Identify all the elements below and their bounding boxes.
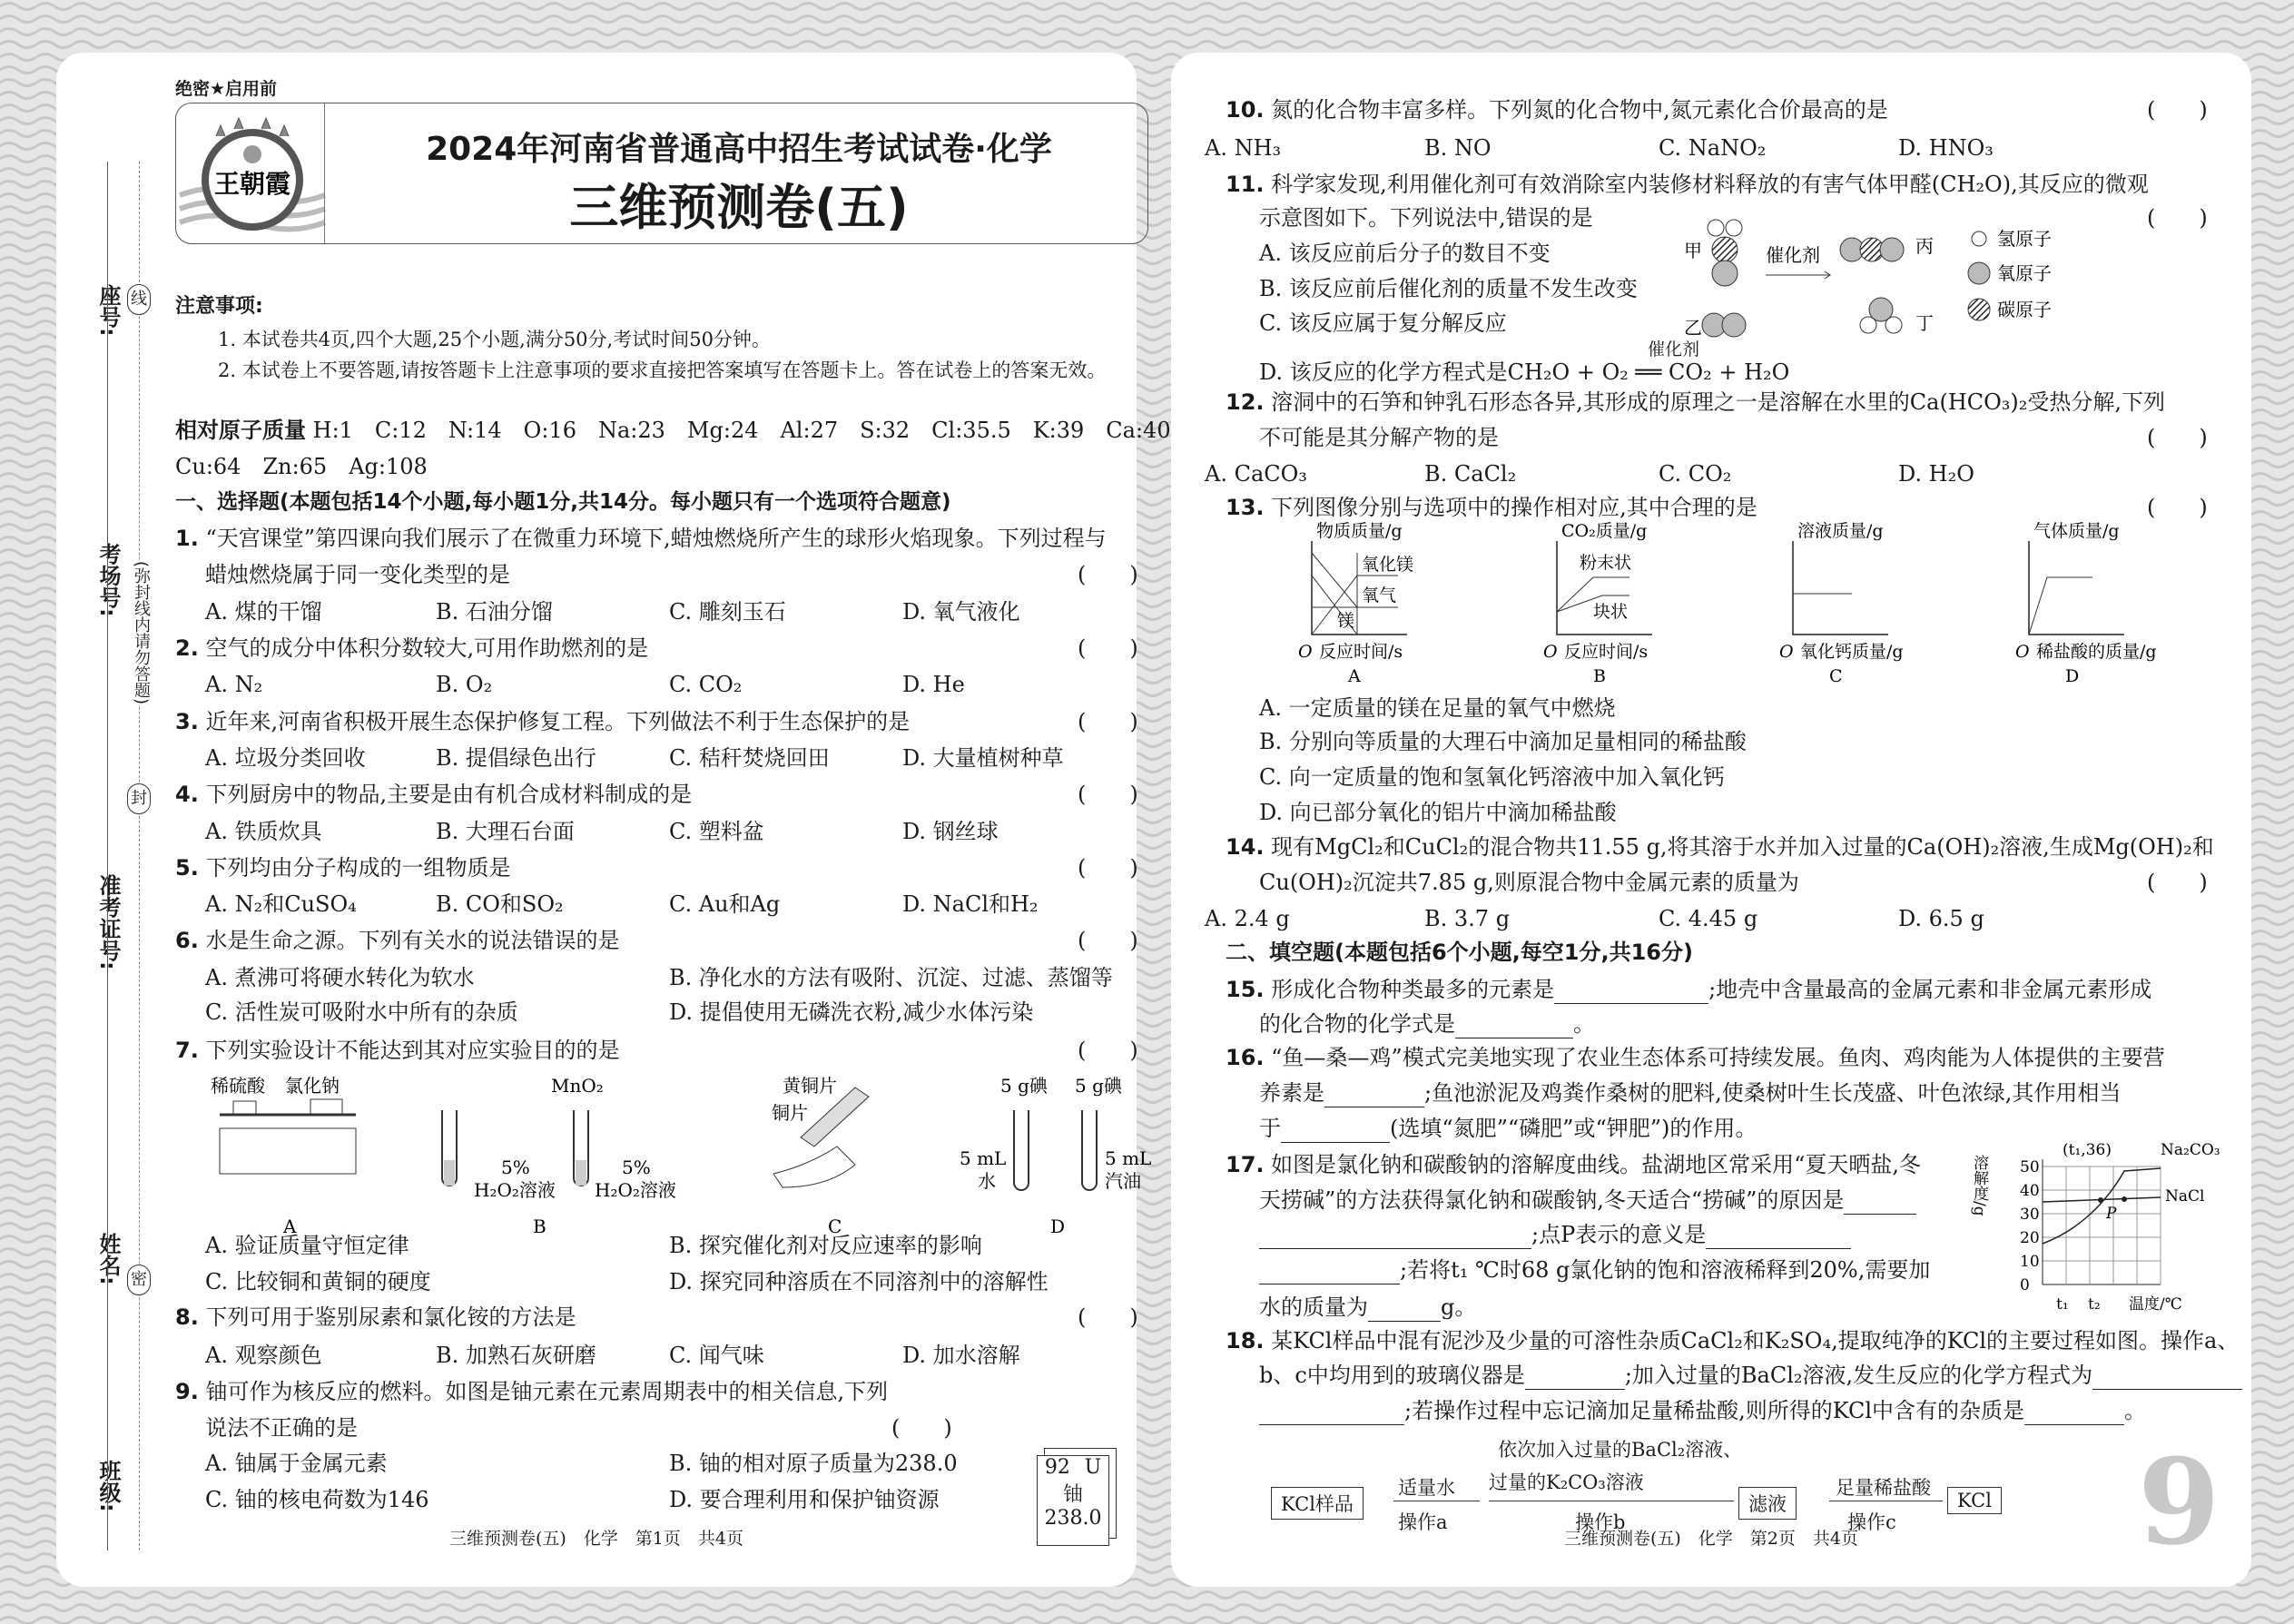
svg-text:氢原子: 氢原子	[1997, 228, 2052, 250]
answer-option: D. 探究同种溶质在不同溶剂中的溶解性	[669, 1269, 1049, 1294]
svg-text:D: D	[1050, 1216, 1066, 1237]
question-stem: 。	[1573, 1011, 1595, 1037]
answer-parentheses[interactable]: ( )	[1078, 1304, 1138, 1330]
fill-line	[107, 162, 108, 1550]
svg-text:C: C	[828, 1216, 842, 1237]
question-number: 4.	[175, 782, 199, 807]
question-number: 15.	[1226, 977, 1265, 1002]
svg-text:t₂: t₂	[2088, 1295, 2101, 1314]
question-number: 16.	[1226, 1045, 1265, 1070]
answer-option: A. 该反应前后分子的数目不变	[1259, 241, 1551, 266]
svg-text:P: P	[2106, 1205, 2117, 1223]
svg-text:催化剂: 催化剂	[1766, 244, 1820, 266]
answer-option: D. 提倡使用无磷洗衣粉,减少水体污染	[669, 999, 1034, 1025]
answer-blank[interactable]	[2024, 1400, 2124, 1425]
graph-d	[2015, 521, 2157, 686]
question-stem: 养素是	[1259, 1080, 1324, 1106]
question-stem: 某KCl样品中混有泥沙及少量的可溶性杂质CaCl₂和K₂SO₄,提取纯净的KCl的主要过程如图。操作a、	[1271, 1328, 2240, 1353]
svg-text:t₁: t₁	[2056, 1295, 2069, 1314]
y-tick: 50	[2020, 1158, 2040, 1176]
svg-text:5%: 5%	[501, 1156, 530, 1178]
y-tick: 30	[2020, 1206, 2040, 1224]
svg-text:5 g碘: 5 g碘	[1000, 1075, 1048, 1097]
answer-blank[interactable]	[1368, 1296, 1441, 1322]
room-label: 考场号:	[95, 543, 121, 617]
svg-text:CO₂质量/g: CO₂质量/g	[1561, 521, 1648, 541]
answer-option: A. N₂和CuSO₄	[205, 891, 357, 917]
answer-parentheses[interactable]: ( )	[1078, 782, 1138, 807]
question-stem: 水是生命之源。下列有关水的说法错误的是	[205, 928, 620, 953]
answer-blank[interactable]	[2092, 1364, 2242, 1390]
question-number: 13.	[1226, 495, 1265, 520]
note-1: 1. 本试卷共4页,四个大题,25个小题,满分50分,考试时间50分钟。	[218, 329, 771, 350]
answer-option: B. O₂	[436, 672, 493, 697]
answer-parentheses[interactable]: ( )	[2147, 495, 2208, 520]
svg-text:反应时间/s: 反应时间/s	[1564, 642, 1649, 662]
svg-text:丙: 丙	[1915, 235, 1934, 257]
answer-option: B. CO和SO₂	[436, 891, 564, 917]
svg-text:D: D	[2065, 666, 2080, 686]
svg-text:粉末状: 粉末状	[1580, 553, 1632, 573]
answer-option: D. 加水溶解	[902, 1343, 1020, 1368]
question-stem: Cu(OH)₂沉淀共7.85 g,则原混合物中金属元素的质量为	[1259, 870, 1799, 895]
question-stem: 下列图像分别与选项中的操作相对应,其中合理的是	[1271, 495, 1757, 520]
answer-option: B. 探究催化剂对反应速率的影响	[669, 1233, 982, 1258]
question-stem: g。	[1441, 1294, 1477, 1320]
question-number: 10.	[1226, 97, 1265, 123]
answer-parentheses[interactable]: ( )	[2147, 97, 2208, 123]
answer-parentheses[interactable]: ( )	[891, 1415, 952, 1441]
answer-option: B. CaCl₂	[1424, 461, 1517, 487]
answer-option: C. NaNO₂	[1659, 135, 1767, 161]
svg-text:氯化钠: 氯化钠	[285, 1075, 340, 1097]
question-stem: 说法不正确的是	[205, 1415, 358, 1441]
question-stem: 氮的化合物丰富多样。下列氮的化合物中,氮元素化合价最高的是	[1271, 97, 1888, 123]
y-tick: 20	[2020, 1229, 2040, 1247]
answer-parentheses[interactable]: ( )	[1078, 855, 1138, 881]
answer-blank[interactable]	[1259, 1400, 1404, 1425]
secret-mark: 密	[127, 1265, 151, 1295]
page-2-footer: 三维预测卷(五) 化学 第2页 共4页	[1563, 1529, 1858, 1549]
svg-text:甲: 甲	[1684, 240, 1702, 261]
svg-text:O: O	[2015, 642, 2030, 662]
answer-blank[interactable]	[1706, 1224, 1851, 1249]
answer-option: C. Au和Ag	[669, 891, 781, 917]
question-stem: 下列可用于鉴别尿素和氯化铵的方法是	[205, 1304, 576, 1330]
svg-text:温度/℃: 温度/℃	[2129, 1295, 2182, 1314]
answer-option: A. 验证质量守恒定律	[205, 1233, 409, 1258]
uranium-element-card: 92 U 铀 238.0	[1037, 1455, 1109, 1546]
question-stem: 如图是氯化钠和碳酸钠的溶解度曲线。盐湖地区常采用“夏天晒盐,冬	[1271, 1152, 1922, 1177]
answer-option: D. NaCl和H₂	[902, 891, 1039, 917]
exam-page-2	[1171, 53, 2251, 1587]
answer-option: D. HNO₃	[1898, 135, 1994, 161]
answer-option: D. 钢丝球	[902, 819, 999, 844]
answer-option: B. 大理石台面	[436, 819, 575, 844]
question-stem: ;鱼池淤泥及鸡粪作桑树的肥料,使桑树叶生长茂盛、叶色浓绿,其作用相当	[1424, 1080, 2122, 1106]
answer-option: D. H₂O	[1898, 461, 1974, 487]
answer-option: C. 比较铜和黄铜的硬度	[205, 1269, 431, 1294]
svg-text:丁: 丁	[1915, 312, 1934, 334]
q18-flowchart: KCl样品 适量水 操作a 依次加入过量的BaCl₂溶液、 过量的K₂CO₃溶液 操作b 滤液 足量稀盐酸 操作c KCl	[1226, 1428, 2133, 1537]
exam-page-1	[56, 53, 1171, 1587]
svg-text:O: O	[1298, 642, 1313, 662]
answer-option: D. 要合理利用和保护铀资源	[669, 1487, 940, 1512]
svg-text:O: O	[1779, 642, 1794, 662]
answer-option: C. 4.45 g	[1659, 906, 1758, 931]
q13-graphs	[1244, 521, 2206, 686]
answer-option: B. 石油分馏	[436, 599, 553, 625]
question-stem: 于	[1259, 1116, 1281, 1141]
answer-parentheses[interactable]: ( )	[1078, 635, 1138, 661]
graph-c	[1779, 521, 1904, 686]
answer-blank[interactable]	[1259, 1259, 1400, 1284]
svg-text:C: C	[1829, 666, 1843, 686]
question-number: 11.	[1226, 172, 1265, 197]
svg-text:H₂O₂溶液: H₂O₂溶液	[595, 1179, 676, 1201]
answer-option: A. 一定质量的镁在足量的氧气中燃烧	[1259, 695, 1616, 721]
answer-option: B. NO	[1424, 135, 1492, 161]
answer-option: A. 煮沸可将硬水转化为软水	[205, 965, 475, 990]
atomic-masses: H:1 C:12 N:14 O:16 Na:23 Mg:24 Al:27 S:32 Cl:35.5 K:39 Ca:40	[312, 418, 1171, 443]
answer-blank[interactable]	[1455, 1013, 1573, 1038]
q11-reaction-diagram	[1679, 212, 2133, 348]
secret-label: 绝密★启用前	[175, 79, 278, 99]
svg-text:稀硫酸: 稀硫酸	[211, 1075, 265, 1097]
question-stem: 铀可作为核反应的燃料。如图是铀元素在元素周期表中的相关信息,下列	[205, 1379, 889, 1404]
question-stem: 下列实验设计不能达到其对应实验目的的是	[205, 1038, 620, 1063]
question-stem: ;点P表示的意义是	[1531, 1222, 1707, 1247]
question-stem: (选填“氮肥”“磷肥”或“钾肥”)的作用。	[1390, 1116, 1757, 1141]
svg-text:5 mL: 5 mL	[960, 1147, 1007, 1169]
svg-text:氧化钙质量/g: 氧化钙质量/g	[1800, 642, 1904, 662]
answer-parentheses[interactable]: ( )	[2147, 870, 2208, 895]
question-stem: 。	[2124, 1398, 2147, 1423]
answer-blank[interactable]	[1324, 1082, 1424, 1107]
seal-notice: (弥封线内请勿答题)	[129, 561, 153, 704]
q17-solubility-chart	[1970, 1135, 2242, 1316]
answer-option: C. 该反应属于复分解反应	[1259, 310, 1507, 336]
svg-text:氧原子: 氧原子	[1997, 262, 2052, 284]
seal-line	[139, 162, 140, 1550]
section-2-heading: 二、填空题(本题包括6个小题,每空1分,共16分)	[1226, 940, 1693, 965]
answer-option: A. 观察颜色	[205, 1343, 322, 1368]
answer-parentheses[interactable]: ( )	[2147, 425, 2208, 450]
name-label: 姓名:	[95, 1233, 121, 1285]
question-number: 7.	[175, 1038, 199, 1063]
seat-label: 座号:	[95, 284, 121, 337]
answer-parentheses[interactable]: ( )	[1078, 928, 1138, 953]
answer-option: D. 6.5 g	[1898, 906, 1984, 931]
question-stem: 水的质量为	[1259, 1294, 1368, 1320]
question-stem: 不可能是其分解产物的是	[1259, 425, 1499, 450]
section-1-heading: 一、选择题(本题包括14个小题,每小题1分,共14分。每小题只有一个选项符合题意)	[175, 490, 951, 514]
question-stem: 示意图如下。下列说法中,错误的是	[1259, 205, 1593, 231]
y-tick: 10	[2020, 1253, 2040, 1271]
question-number: 12.	[1226, 389, 1265, 415]
flow-node-filtrate: 滤液	[1738, 1487, 1797, 1520]
answer-option: A. NH₃	[1205, 135, 1282, 161]
answer-option: C. CO₂	[1659, 461, 1732, 487]
publisher-logo	[180, 109, 325, 236]
flow-node-kcl: KCl	[1947, 1487, 2002, 1514]
svg-text:反应时间/s: 反应时间/s	[1319, 642, 1403, 662]
svg-text:碳原子: 碳原子	[1997, 299, 2052, 320]
answer-option: C. CO₂	[669, 672, 743, 697]
answer-option: C. 铀的核电荷数为146	[205, 1487, 429, 1512]
answer-option: D. 氧气液化	[902, 599, 1020, 625]
answer-option: A. 铀属于金属元素	[205, 1451, 388, 1476]
question-stem: 天捞碱”的方法获得氯化钠和碳酸钠,冬天适合“捞碱”的原因是	[1259, 1187, 1845, 1213]
answer-option: C. 向一定质量的饱和氢氧化钙溶液中加入氧化钙	[1259, 764, 1725, 790]
graph-a	[1298, 521, 1413, 686]
nacl-label: NaCl	[2165, 1187, 2205, 1206]
question-stem: ;若将t₁ ℃时68 g氯化钠的饱和溶液稀释到20%,需要加	[1400, 1257, 1931, 1283]
svg-text:王朝霞: 王朝霞	[213, 169, 291, 199]
question-stem: 科学家发现,利用催化剂可有效消除室内装修材料释放的有害气体甲醛(CH₂O),其反应的微观	[1271, 172, 2149, 197]
exam-subtitle: 三维预测卷(五)	[569, 179, 909, 236]
gasoline-volume-label: 5 mL	[1105, 1147, 1152, 1169]
na2co3-curve	[2043, 1168, 2161, 1244]
svg-text:镁: 镁	[1337, 611, 1355, 631]
question-number: 8.	[175, 1304, 199, 1330]
flow-node-sample: KCl样品	[1271, 1487, 1364, 1520]
answer-option: C. 秸秆焚烧回田	[669, 745, 830, 771]
answer-option: B. 分别向等质量的大理石中滴加足量相同的稀盐酸	[1259, 729, 1747, 754]
question-number: 5.	[175, 855, 199, 881]
svg-text:氧化镁: 氧化镁	[1362, 555, 1414, 575]
question-stem: 的化合物的化学式是	[1259, 1011, 1455, 1037]
question-number: 3.	[175, 709, 199, 734]
svg-text:B: B	[1593, 666, 1606, 686]
svg-text:O: O	[1543, 642, 1558, 662]
svg-text:乙: 乙	[1684, 317, 1702, 339]
page-number-watermark: 9	[2138, 1432, 2220, 1571]
question-stem: ;若操作过程中忘记滴加足量稀盐酸,则所得的KCl中含有的杂质是	[1404, 1398, 2025, 1423]
svg-text:溶解度/g: 溶解度/g	[1970, 1155, 1988, 1216]
svg-text:A: A	[283, 1216, 297, 1237]
seal-mark: 封	[127, 783, 151, 814]
svg-text:B: B	[533, 1216, 546, 1237]
answer-option: D. 向已部分氧化的铝片中滴加稀盐酸	[1259, 800, 1617, 825]
question-stem: “天宫课堂”第四课向我们展示了在微重力环境下,蜡烛燃烧所产生的球形火焰现象。下列过程与	[205, 526, 1107, 551]
atomic-mass-label: 相对原子质量	[175, 418, 306, 443]
svg-text:块状: 块状	[1593, 602, 1629, 622]
answer-parentheses[interactable]: ( )	[1078, 562, 1138, 587]
question-stem: 下列厨房中的物品,主要是由有机合成材料制成的是	[205, 782, 693, 807]
answer-blank[interactable]	[1525, 1364, 1625, 1390]
answer-option: D. He	[902, 672, 965, 697]
answer-parentheses[interactable]: ( )	[2147, 205, 2208, 231]
answer-blank[interactable]	[1844, 1189, 1916, 1215]
question-stem: 现有MgCl₂和CuCl₂的混合物共11.55 g,将其溶于水并加入过量的Ca(OH)₂溶液,生成Mg(OH)₂和	[1271, 834, 2214, 860]
note-2: 2. 本试卷上不要答题,请按答题卡上注意事项的要求直接把答案填写在答题卡上。答在试卷上的答案无效。	[218, 359, 1107, 381]
answer-option: C. 塑料盆	[669, 819, 764, 844]
svg-text:汽油: 汽油	[1105, 1170, 1141, 1192]
answer-option: A. 煤的干馏	[205, 599, 322, 625]
answer-option: D. 大量植树种草	[902, 745, 1064, 771]
question-stem: 下列均由分子构成的一组物质是	[205, 855, 511, 881]
answer-option: B. 加熟石灰研磨	[436, 1343, 596, 1368]
question-stem: 空气的成分中体积分数较大,可用作助燃剂的是	[205, 635, 649, 661]
svg-text:铜片: 铜片	[772, 1102, 808, 1124]
y-tick: 0	[2020, 1276, 2030, 1294]
point-label: (t₁,36)	[2063, 1141, 2112, 1159]
question-number: 17.	[1226, 1152, 1265, 1177]
notes-title: 注意事项:	[175, 295, 263, 318]
q7-apparatus-figure	[202, 1074, 1182, 1242]
question-stem: b、c中均用到的玻璃仪器是	[1259, 1363, 1525, 1388]
question-number: 2.	[175, 635, 199, 661]
y-tick: 40	[2020, 1182, 2040, 1200]
answer-option: C. 闻气味	[669, 1343, 764, 1368]
question-number: 18.	[1226, 1328, 1265, 1353]
answer-option: C. 雕刻玉石	[669, 599, 786, 625]
equation-catalyst: 催化剂	[1648, 340, 1700, 359]
answer-option: D. 该反应的化学方程式是CH₂O + O₂ ══ CO₂ + H₂O	[1259, 359, 1790, 385]
svg-text:稀盐酸的质量/g: 稀盐酸的质量/g	[2036, 642, 2157, 662]
svg-text:水: 水	[978, 1170, 996, 1192]
svg-text:黄铜片: 黄铜片	[783, 1075, 837, 1097]
svg-text:物质质量/g: 物质质量/g	[1316, 521, 1403, 541]
answer-option: B. 铀的相对原子质量为238.0	[669, 1451, 958, 1476]
svg-text:A: A	[1348, 666, 1361, 686]
answer-option: A. 2.4 g	[1205, 906, 1290, 931]
answer-option: B. 3.7 g	[1424, 906, 1511, 931]
answer-option: A. 垃圾分类回收	[205, 745, 366, 771]
question-number: 1.	[175, 526, 199, 551]
title-box	[175, 103, 1148, 244]
answer-option: A. 铁质炊具	[205, 819, 322, 844]
svg-text:气体质量/g: 气体质量/g	[2033, 521, 2120, 541]
svg-text:氧气: 氧气	[1362, 586, 1397, 605]
answer-parentheses[interactable]: ( )	[1078, 709, 1138, 734]
question-number: 14.	[1226, 834, 1265, 860]
question-number: 9.	[175, 1379, 199, 1404]
answer-blank[interactable]	[1259, 1224, 1531, 1249]
answer-parentheses[interactable]: ( )	[1078, 1038, 1138, 1063]
graph-b	[1543, 521, 1652, 686]
ticket-label: 准考证号:	[95, 874, 121, 970]
question-stem: 溶洞中的石笋和钟乳石形态各异,其形成的原理之一是溶解在水里的Ca(HCO₃)₂受热分解,下列	[1271, 389, 2166, 415]
svg-text:MnO₂: MnO₂	[551, 1075, 604, 1097]
question-stem: 蜡烛燃烧属于同一变化类型的是	[205, 562, 510, 587]
question-stem: 形成化合物种类最多的元素是	[1271, 977, 1555, 1002]
question-stem: ;地壳中含量最高的金属元素和非金属元素形成	[1708, 977, 2152, 1002]
answer-option: B. 该反应前后催化剂的质量不发生改变	[1259, 276, 1638, 301]
svg-text:H₂O₂溶液: H₂O₂溶液	[474, 1179, 556, 1201]
question-stem: ;加入过量的BaCl₂溶液,发生反应的化学方程式为	[1624, 1363, 2093, 1388]
question-stem: “鱼—桑—鸡”模式完美地实现了农业生态体系可持续发展。鱼肉、鸡肉能为人体提供的主要营	[1271, 1045, 2165, 1070]
question-number: 6.	[175, 928, 199, 953]
line-mark: 线	[127, 284, 151, 315]
page-1-footer: 三维预测卷(五) 化学 第1页 共4页	[448, 1529, 743, 1549]
exam-title: 2024年河南省普通高中招生考试试卷·化学	[426, 131, 1052, 168]
na2co3-label: Na₂CO₃	[2161, 1141, 2220, 1159]
class-label: 班级:	[95, 1460, 121, 1512]
answer-option: A. N₂	[205, 672, 263, 697]
answer-option: B. 提倡绿色出行	[436, 745, 596, 771]
answer-option: C. 活性炭可吸附水中所有的杂质	[205, 999, 518, 1025]
svg-text:5 g碘: 5 g碘	[1075, 1075, 1122, 1097]
svg-text:溶液质量/g: 溶液质量/g	[1797, 521, 1884, 541]
answer-option: A. CaCO₃	[1205, 461, 1307, 487]
question-stem: 近年来,河南省积极开展生态保护修复工程。下列做法不利于生态保护的是	[205, 709, 911, 734]
answer-blank[interactable]	[1281, 1117, 1390, 1143]
answer-blank[interactable]	[1554, 979, 1708, 1004]
svg-text:5%: 5%	[622, 1156, 651, 1178]
atomic-masses-2: Cu:64 Zn:65 Ag:108	[175, 454, 428, 479]
answer-option: B. 净化水的方法有吸附、沉淀、过滤、蒸馏等	[669, 965, 1113, 990]
